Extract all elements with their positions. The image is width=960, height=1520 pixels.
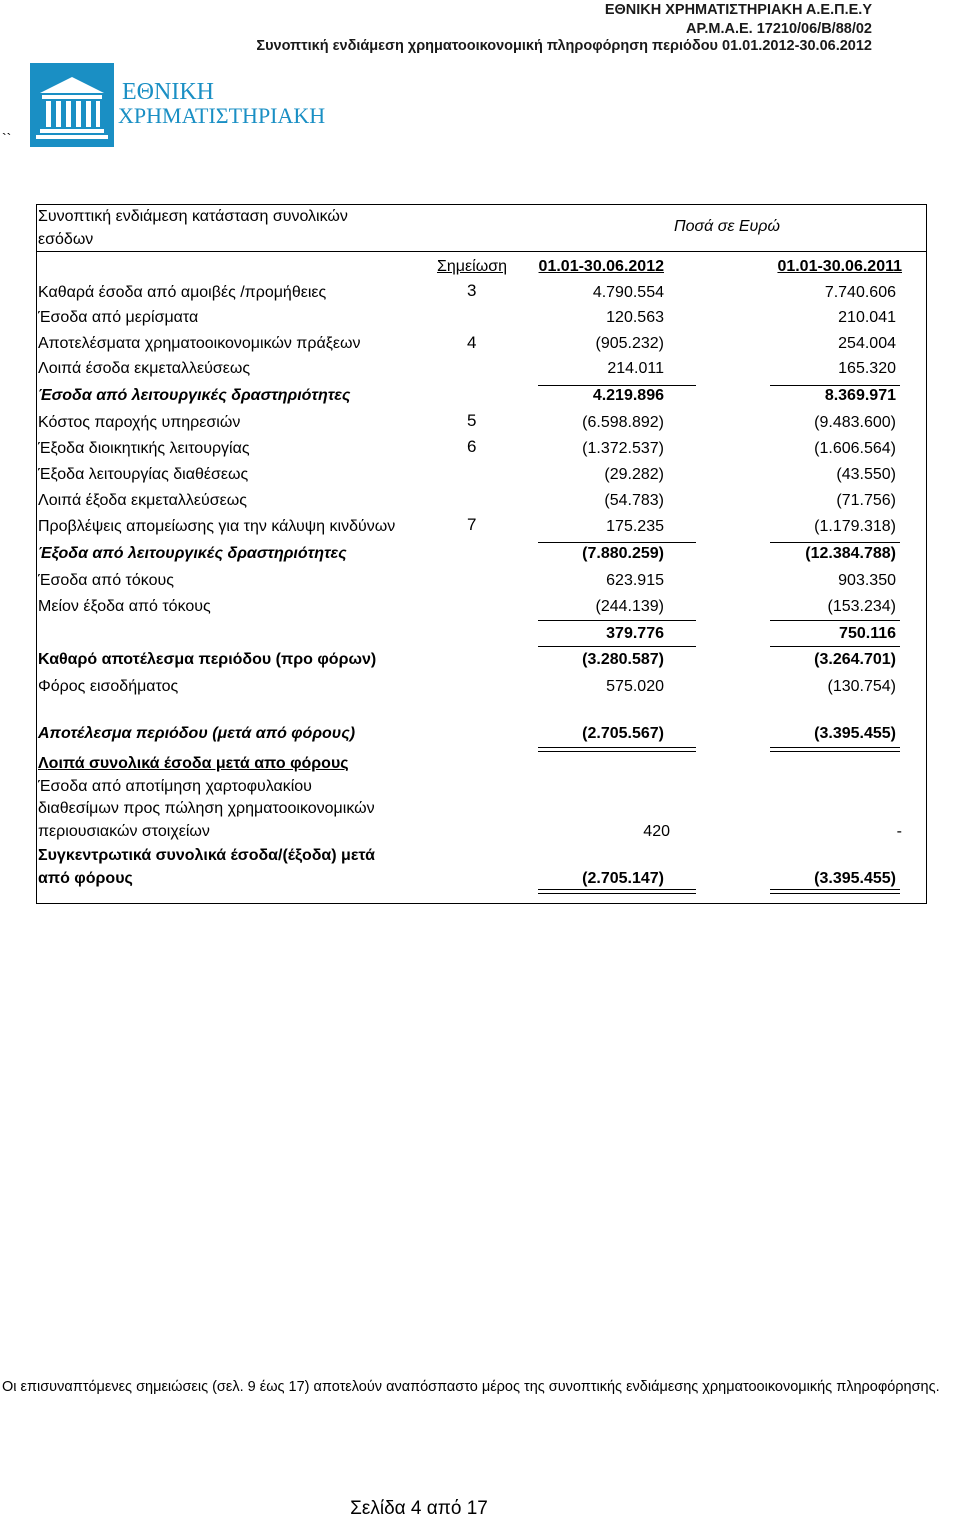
row-label: Έξοδα λειτουργίας διαθέσεως <box>38 466 249 483</box>
subtotal-line <box>538 385 696 386</box>
total-double-line <box>538 751 696 752</box>
subtotal-line <box>770 646 900 647</box>
currency-caption: Ποσά σε Ευρώ <box>674 218 780 235</box>
logo-line2: ΧΡΗΜΑΤΙΣΤΗΡΙΑΚΗ <box>118 103 326 128</box>
row-value-2012: 4.219.896 <box>592 387 664 404</box>
row-note-ref: 4 <box>467 333 477 352</box>
row-value-2011: 165.320 <box>838 360 896 377</box>
total-double-line <box>538 893 696 894</box>
total-double-line <box>538 889 696 890</box>
row-value-2012: 120.563 <box>606 309 664 326</box>
total-double-line <box>770 751 900 752</box>
row-value-2012: 4.790.554 <box>592 284 664 301</box>
row-label: Λοιπά έξοδα εκμεταλλεύσεως <box>38 492 247 509</box>
title-divider <box>36 251 927 252</box>
oci-label-line3: περιουσιακών στοιχείων <box>38 823 210 840</box>
row-value-2012: (2.705.567) <box>582 725 664 742</box>
row-note-ref: 5 <box>467 411 477 430</box>
row-label: Καθαρό αποτέλεσμα περιόδου (προ φόρων) <box>38 651 377 668</box>
row-value-2011: (12.384.788) <box>805 545 896 562</box>
row-note-ref: 7 <box>467 515 477 534</box>
subtotal-line <box>770 542 900 543</box>
row-value-2012: 175.235 <box>606 518 664 535</box>
row-note-ref: 6 <box>467 437 477 456</box>
row-value-2012: 623.915 <box>606 572 664 589</box>
total-double-line <box>538 747 696 748</box>
total-label-line2: από φόρους <box>38 870 133 887</box>
row-value-2011: 7.740.606 <box>824 284 896 301</box>
row-value-2012: (244.139) <box>595 598 664 615</box>
oci-header: Λοιπά συνολικά έσοδα μετά απο φόρους <box>38 755 349 772</box>
oci-label-line1: Έσοδα από αποτίμηση χαρτοφυλακίου <box>38 778 312 795</box>
row-value-2012: (905.232) <box>595 335 664 352</box>
row-label: Έσοδα από τόκους <box>38 572 174 589</box>
row-label: Έσοδα από μερίσματα <box>38 309 199 326</box>
total-label-line1: Συγκεντρωτικά συνολικά έσοδα/(έξοδα) μετά <box>38 847 375 864</box>
row-label: Λοιπά έσοδα εκμεταλλεύσεως <box>38 360 251 377</box>
row-value-2011: 903.350 <box>838 572 896 589</box>
row-label: Αποτέλεσμα περιόδου (μετά από φόρους) <box>38 725 356 742</box>
row-value-2011: (9.483.600) <box>814 414 896 431</box>
subtotal-line <box>538 620 696 621</box>
row-value-2011: 8.369.971 <box>824 387 896 404</box>
row-value-2011: (43.550) <box>836 466 896 483</box>
total-value-2012: (2.705.147) <box>582 870 664 887</box>
row-value-2012: 214.011 <box>607 360 664 377</box>
total-double-line <box>770 893 900 894</box>
row-value-2012: 575.020 <box>606 678 664 695</box>
oci-label-line2: διαθεσίμων προς πώληση χρηματοοικονομικών <box>38 800 375 817</box>
row-label: Καθαρά έσοδα από αμοιβές /προμήθειες <box>38 284 327 301</box>
row-value-2011: 210.041 <box>838 309 896 326</box>
row-label: Έξοδα διοικητικής λειτουργίας <box>38 440 250 457</box>
row-note-ref: 3 <box>467 281 477 300</box>
company-name: ΕΘΝΙΚΗ ΧΡΗΜΑΤΙΣΤΗΡΙΑΚΗ Α.Ε.Π.Ε.Υ <box>604 2 872 18</box>
statement-title-line2: εσόδων <box>38 231 94 248</box>
logo-line1: ΕΘΝΙΚΗ <box>122 79 214 105</box>
registry-number: ΑΡ.Μ.Α.Ε. 17210/06/Β/88/02 <box>686 21 872 37</box>
row-value-2012: (3.280.587) <box>582 651 664 668</box>
oci-value-2011: - <box>896 823 902 840</box>
row-value-2011: (1.606.564) <box>814 440 896 457</box>
row-value-2011: (3.264.701) <box>814 651 896 668</box>
row-value-2012: (1.372.537) <box>582 440 664 457</box>
row-label: Μείον έξοδα από τόκους <box>38 598 211 615</box>
row-value-2012: (7.880.259) <box>582 545 664 562</box>
row-value-2011: 254.004 <box>838 335 896 352</box>
statement-title-line1: Συνοπτική ενδιάμεση κατάσταση συνολικών <box>38 208 348 225</box>
row-value-2011: (1.179.318) <box>814 518 896 535</box>
oci-value-2012: 420 <box>643 823 670 840</box>
row-label: Έξοδα από λειτουργικές δραστηριότητες <box>38 545 347 562</box>
column-header-2012: 01.01-30.06.2012 <box>538 258 664 275</box>
row-value-2011: (71.756) <box>836 492 896 509</box>
subtotal-line <box>538 646 696 647</box>
page-number: Σελίδα 4 από 17 <box>350 1498 488 1519</box>
column-header-2011: 01.01-30.06.2011 <box>777 258 902 275</box>
column-header-note: Σημείωση <box>437 258 507 275</box>
row-value-2012: (29.282) <box>604 466 664 483</box>
total-value-2011: (3.395.455) <box>814 870 896 887</box>
row-value-2011: (130.754) <box>827 678 896 695</box>
row-label: Αποτελέσματα χρηματοοικονομικών πράξεων <box>38 335 361 352</box>
row-value-2011: (3.395.455) <box>814 725 896 742</box>
report-subtitle: Συνοπτική ενδιάμεση χρηματοοικονομική πληροφόρηση περιόδου 01.01.2012-30.06.2012 <box>256 38 872 54</box>
row-label: Φόρος εισοδήματος <box>38 678 179 695</box>
row-value-2011: (153.234) <box>827 598 896 615</box>
subtotal-line <box>770 385 900 386</box>
subtotal-line <box>538 542 696 543</box>
row-value-2012: (54.783) <box>604 492 664 509</box>
company-logo <box>30 63 330 147</box>
row-label: Έσοδα από λειτουργικές δραστηριότητες <box>38 387 351 404</box>
subtotal-line <box>770 620 900 621</box>
row-label: Προβλέψεις απομείωσης για την κάλυψη κινδύνων <box>38 518 396 535</box>
row-value-2011: 750.116 <box>839 625 896 642</box>
total-double-line <box>770 747 900 748</box>
footnote: Οι επισυναπτόμενες σημειώσεις (σελ. 9 έως 17) αποτελούν αναπόσπαστο μέρος της συνοπτικής ενδιάμεσης χρηματοοικονομικής πληροφόρησης. <box>2 1379 940 1395</box>
row-value-2012: (6.598.892) <box>582 414 664 431</box>
total-double-line <box>770 889 900 890</box>
stray-marks: `` <box>2 130 12 146</box>
row-label: Κόστος παροχής υπηρεσιών <box>38 414 241 431</box>
row-value-2012: 379.776 <box>606 625 664 642</box>
